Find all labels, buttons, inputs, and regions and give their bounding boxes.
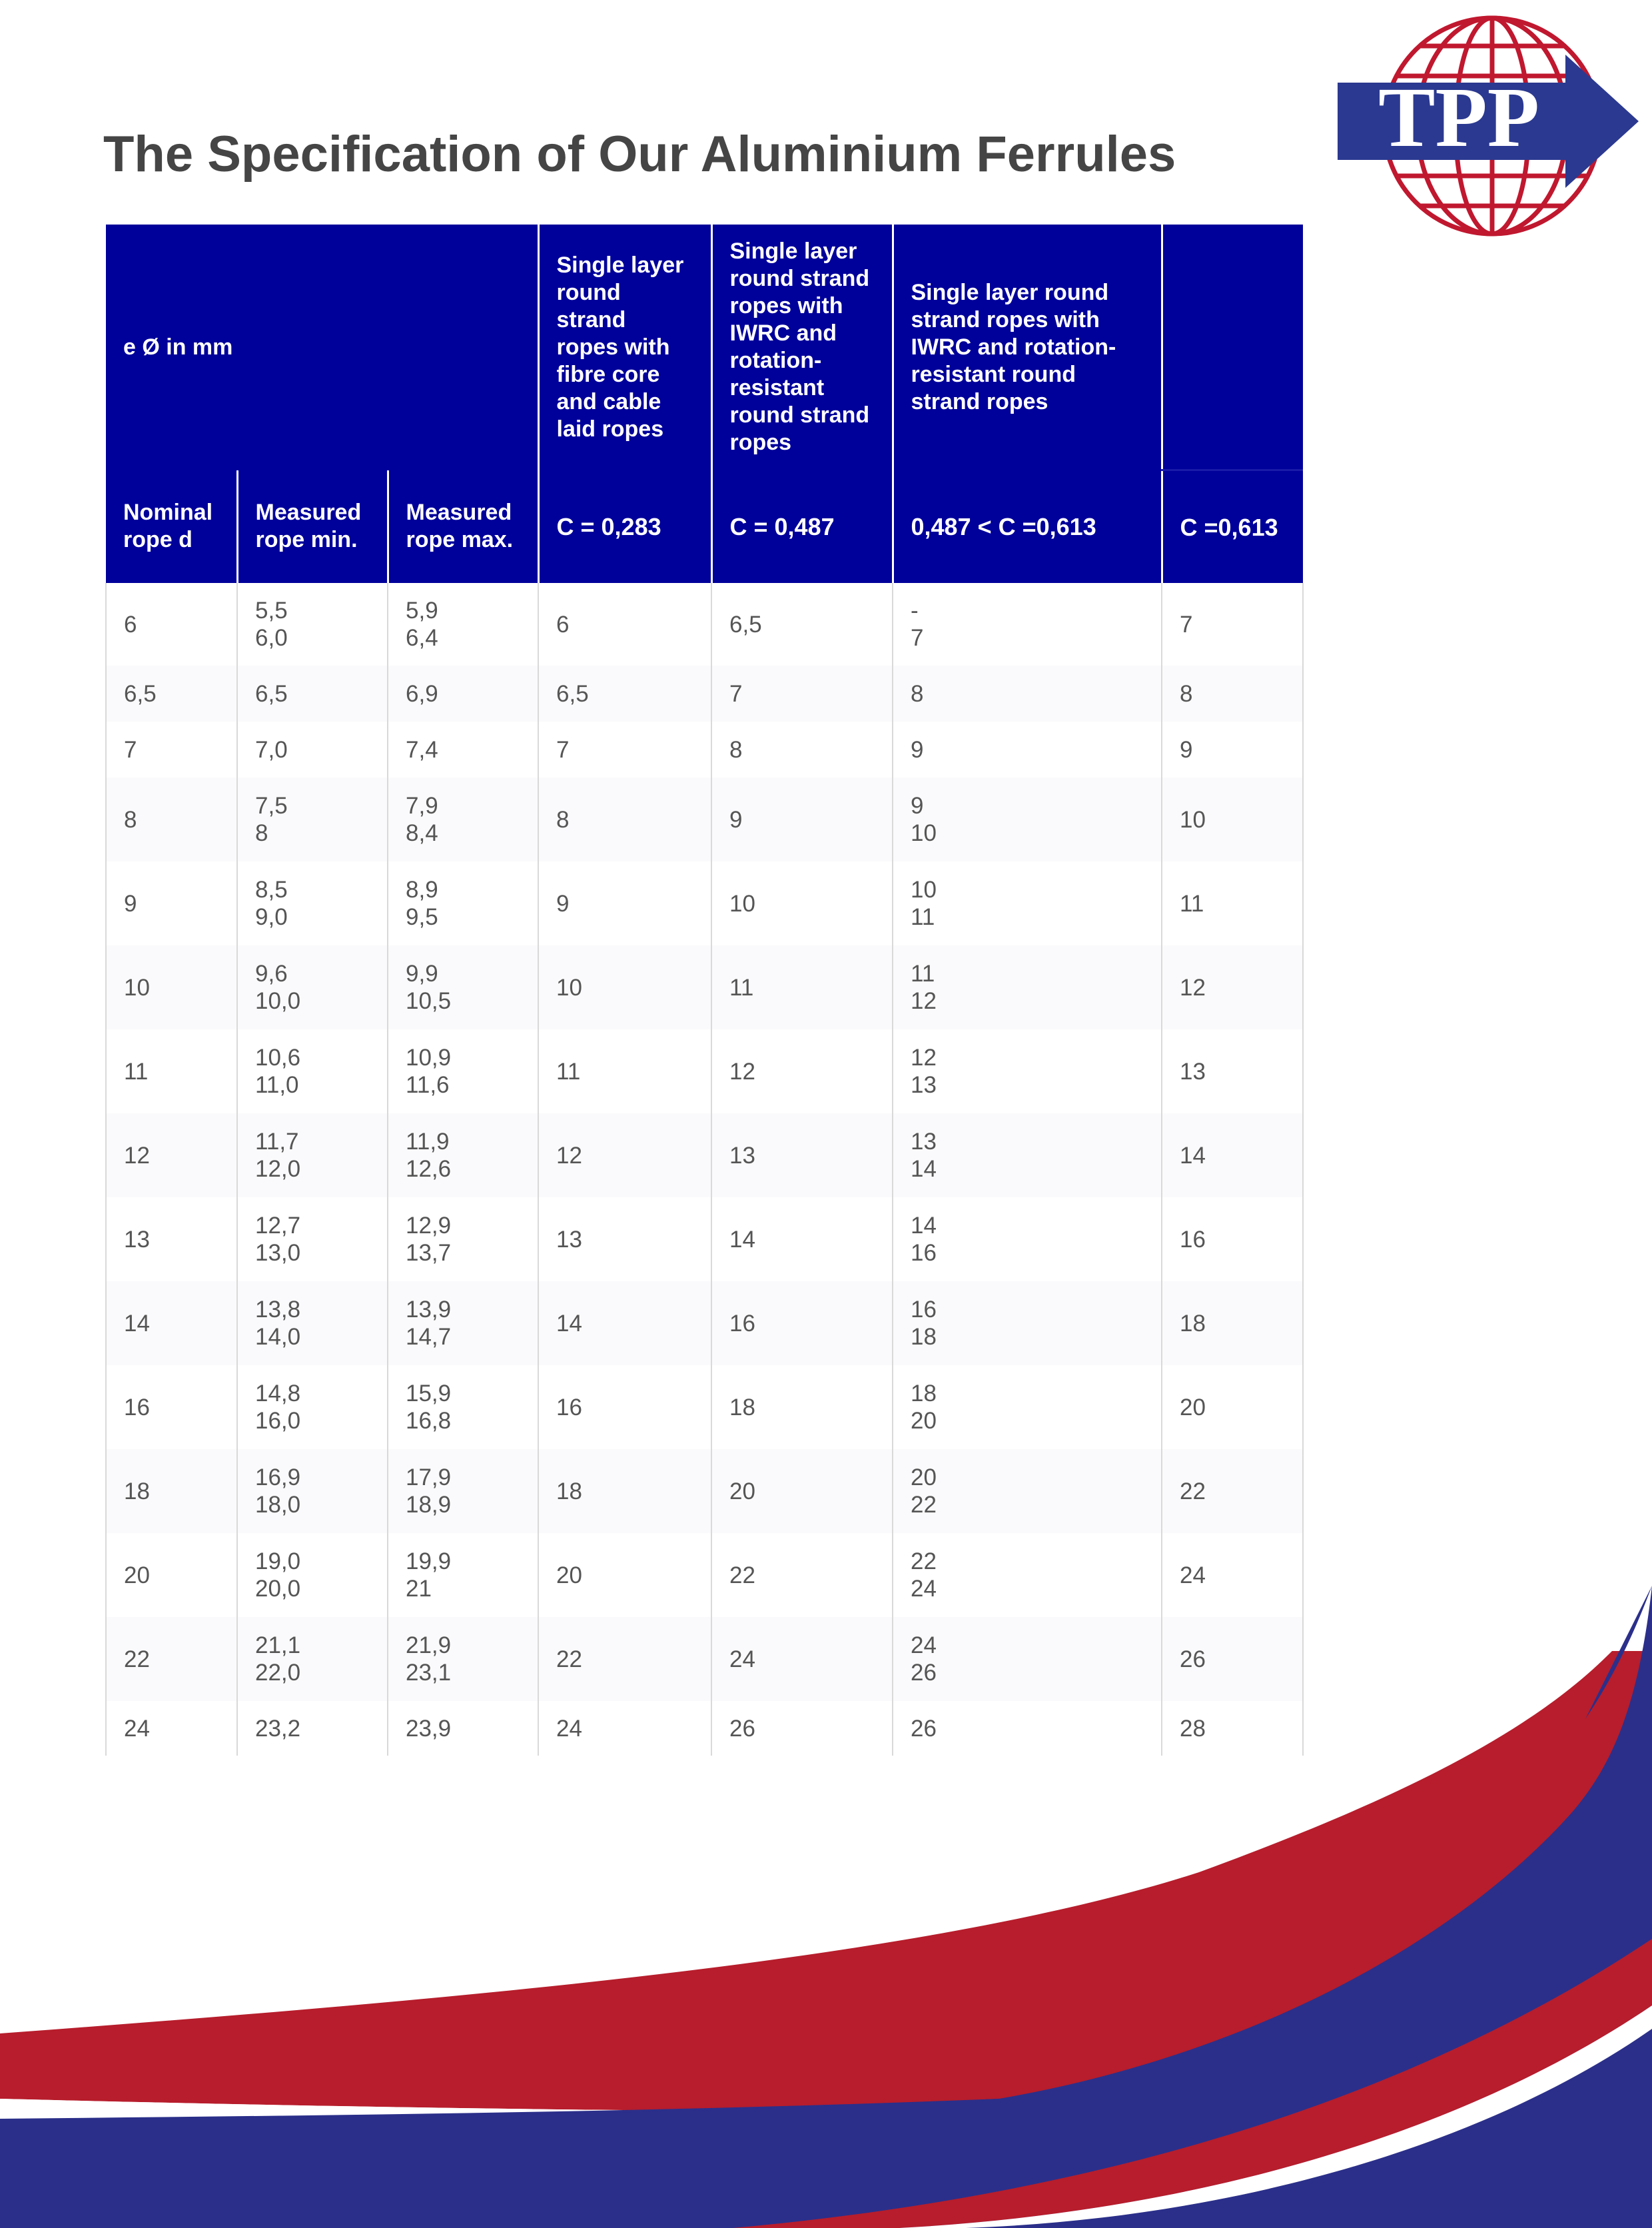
cell-line: 22: [911, 1548, 937, 1574]
cell-line: 22: [124, 1646, 150, 1672]
cell-line: 14: [911, 1213, 937, 1239]
cell-line: 9,6: [255, 961, 288, 987]
cell-line: 10: [911, 877, 937, 903]
cell-line: 6,9: [406, 680, 438, 707]
cell-line: 26: [911, 1660, 937, 1686]
table-cell: [711, 1701, 893, 1756]
table-cell: [1162, 1365, 1303, 1449]
cell-line: 11,9: [406, 1129, 450, 1155]
cell-line: 10,9: [406, 1045, 452, 1071]
table-cell: [106, 1197, 237, 1281]
cell-line: 21: [406, 1576, 432, 1602]
table-cell: [893, 1533, 1162, 1617]
table-cell: [538, 945, 711, 1029]
table-cell: [237, 1197, 388, 1281]
cell-line: 15,9: [406, 1381, 452, 1406]
cell-line: 12: [911, 1045, 937, 1071]
table-cell: [893, 861, 1162, 945]
cell-line: 20,0: [255, 1576, 301, 1602]
table-cell: [237, 945, 388, 1029]
cell-line: 8: [556, 806, 570, 833]
cell-line: 9,5: [406, 904, 438, 930]
cell-line: 11,7: [255, 1129, 299, 1155]
cell-line: 8,9: [406, 877, 438, 903]
cell-line: 8: [911, 680, 924, 707]
cell-line: 8: [729, 736, 743, 763]
cell-line: 13,0: [255, 1240, 301, 1266]
cell-line: 12,9: [406, 1213, 452, 1239]
cell-line: 16: [556, 1394, 582, 1420]
cell-line: 12: [729, 1058, 755, 1085]
cell-line: 16,9: [255, 1464, 301, 1490]
table-cell: [388, 722, 538, 778]
cell-line: 13: [911, 1129, 937, 1155]
table-cell: [538, 1113, 711, 1197]
table-cell: [237, 1365, 388, 1449]
cell-line: 6,4: [406, 625, 438, 651]
cell-line: 13,9: [406, 1297, 452, 1323]
cell-line: 7: [911, 625, 924, 651]
cell-line: 18,0: [255, 1492, 301, 1518]
table-cell: [237, 1029, 388, 1113]
cell-line: 14,7: [406, 1324, 452, 1350]
table-cell: [388, 778, 538, 861]
table-cell: [711, 1449, 893, 1533]
table-cell: [538, 1617, 711, 1701]
category-header-iwrc-range: Single layer round strand ropes with IWRC and rotation-resistant round strand ropes: [893, 225, 1162, 470]
cell-line: 13,8: [255, 1297, 301, 1323]
cell-line: 16: [1180, 1226, 1206, 1253]
cell-line: 11: [729, 974, 754, 1001]
cell-line: 9: [911, 736, 924, 763]
cell-line: 8: [255, 820, 268, 846]
cell-line: 12: [124, 1142, 150, 1169]
table-row: [106, 1449, 1303, 1533]
table-cell: [388, 1701, 538, 1756]
table-cell: [893, 722, 1162, 778]
cell-line: 7,4: [406, 736, 438, 763]
table-cell: [538, 1533, 711, 1617]
table-cell: [711, 1617, 893, 1701]
cell-line: 6,5: [556, 680, 589, 707]
table-cell: [106, 861, 237, 945]
table-cell: [893, 1029, 1162, 1113]
cell-line: 14: [124, 1310, 150, 1337]
cell-line: 10,5: [406, 988, 452, 1014]
cell-line: 10: [556, 974, 582, 1001]
cell-line: 28: [1180, 1715, 1206, 1742]
cell-line: 20: [911, 1464, 937, 1490]
table-cell: [893, 1701, 1162, 1756]
cell-line: 11,0: [255, 1072, 299, 1098]
cell-line: 11: [124, 1058, 149, 1085]
table-row: [106, 1197, 1303, 1281]
cell-line: 26: [911, 1715, 937, 1742]
table-cell: [106, 722, 237, 778]
cell-line: 8: [1180, 680, 1193, 707]
cell-line: 7: [1180, 611, 1193, 638]
cell-line: 22: [729, 1562, 755, 1588]
cell-line: 12: [1180, 974, 1206, 1001]
table-cell: [237, 1281, 388, 1365]
table-cell: [711, 1113, 893, 1197]
table-cell: [1162, 666, 1303, 722]
table-row: [106, 1701, 1303, 1756]
cell-line: 24: [911, 1632, 937, 1658]
col-header-c-0487: C = 0,487: [711, 470, 893, 584]
table-cell: [538, 1365, 711, 1449]
cell-line: 18: [124, 1478, 150, 1504]
table-cell: [538, 1281, 711, 1365]
cell-line: 24: [729, 1646, 755, 1672]
cell-line: 14: [1180, 1142, 1206, 1169]
table-cell: [893, 1281, 1162, 1365]
table-cell: [893, 945, 1162, 1029]
group-header-diameter: e Ø in mm: [106, 225, 538, 470]
category-header-iwrc: Single layer round strand ropes with IWRC and rotation-resistant round strand ropes: [711, 225, 893, 470]
table-cell: [388, 1365, 538, 1449]
table-cell: [237, 583, 388, 666]
cell-line: 9,0: [255, 904, 288, 930]
table-cell: [538, 583, 711, 666]
table-cell: [106, 666, 237, 722]
cell-line: 24: [911, 1576, 937, 1602]
cell-line: 11: [556, 1058, 581, 1085]
table-body: [106, 583, 1303, 1756]
table-cell: [237, 722, 388, 778]
table-cell: [388, 1449, 538, 1533]
table-cell: [893, 1365, 1162, 1449]
table-cell: [237, 666, 388, 722]
table-cell: [893, 1617, 1162, 1701]
table-cell: [711, 945, 893, 1029]
cell-line: 10: [729, 890, 755, 917]
table-cell: [106, 1617, 237, 1701]
cell-line: 6: [556, 611, 570, 638]
table-cell: [106, 1113, 237, 1197]
cell-line: 12: [556, 1142, 582, 1169]
table-row: [106, 945, 1303, 1029]
table-row: [106, 1617, 1303, 1701]
col-header-c-0283: C = 0,283: [538, 470, 711, 584]
cell-line: 12: [911, 988, 937, 1014]
table-cell: [106, 945, 237, 1029]
table-cell: [1162, 1281, 1303, 1365]
cell-line: 13: [911, 1072, 937, 1098]
table-cell: [388, 1281, 538, 1365]
cell-line: 12,7: [255, 1213, 301, 1239]
cell-line: 7,5: [255, 793, 288, 819]
table-cell: [538, 778, 711, 861]
table-cell: [388, 861, 538, 945]
category-header-blank: [1162, 225, 1303, 470]
cell-line: 21,9: [406, 1632, 452, 1658]
table-row: [106, 1113, 1303, 1197]
table-cell: [1162, 1197, 1303, 1281]
cell-line: 9: [124, 890, 137, 917]
col-header-nominal: Nominal rope d: [106, 470, 237, 584]
cell-line: 14,8: [255, 1381, 301, 1406]
cell-line: 5,5: [255, 598, 288, 624]
cell-line: 13,7: [406, 1240, 452, 1266]
cell-line: 8,5: [255, 877, 288, 903]
tpp-logo: [1332, 9, 1645, 243]
table-cell: [388, 1617, 538, 1701]
cell-line: 16: [729, 1310, 755, 1337]
cell-line: 26: [729, 1715, 755, 1742]
cell-line: 12,0: [255, 1156, 301, 1182]
col-header-c-range: 0,487 < C =0,613: [893, 470, 1162, 584]
table-cell: [106, 1449, 237, 1533]
table-cell: [388, 1533, 538, 1617]
cell-line: 22: [1180, 1478, 1206, 1504]
table-cell: [1162, 945, 1303, 1029]
cell-line: 20: [556, 1562, 582, 1588]
table-cell: [237, 1533, 388, 1617]
table-cell: [711, 722, 893, 778]
table-cell: [1162, 1533, 1303, 1617]
cell-line: 10,0: [255, 988, 301, 1014]
cell-line: 16: [911, 1297, 937, 1323]
table-cell: [711, 1197, 893, 1281]
cell-line: 7: [124, 736, 137, 763]
table-cell: [893, 1113, 1162, 1197]
table-row: [106, 722, 1303, 778]
cell-line: 7: [729, 680, 743, 707]
cell-line: 16,8: [406, 1408, 452, 1434]
table-cell: [711, 1533, 893, 1617]
table-cell: [1162, 1701, 1303, 1756]
table-row: [106, 1365, 1303, 1449]
cell-line: 20: [729, 1478, 755, 1504]
logo-text: TPP: [1378, 70, 1539, 165]
cell-line: 7: [556, 736, 570, 763]
cell-line: 20: [911, 1408, 937, 1434]
cell-line: 24: [1180, 1562, 1206, 1588]
table-cell: [1162, 1029, 1303, 1113]
cell-line: 18: [911, 1324, 937, 1350]
table-cell: [538, 1449, 711, 1533]
cell-line: 23,9: [406, 1715, 452, 1742]
cell-line: -: [911, 598, 919, 624]
table-cell: [711, 1029, 893, 1113]
col-header-measured-max: Measured rope max.: [388, 470, 538, 584]
table-row: [106, 666, 1303, 722]
table-cell: [106, 1281, 237, 1365]
table-cell: [711, 1365, 893, 1449]
cell-line: 10: [911, 820, 937, 846]
cell-line: 22: [556, 1646, 582, 1672]
col-header-measured-min: Measured rope min.: [237, 470, 388, 584]
cell-line: 14: [729, 1226, 755, 1253]
cell-line: 8: [124, 806, 137, 833]
cell-line: 7,0: [255, 736, 288, 763]
col-header-c-0613: C =0,613: [1162, 470, 1303, 584]
table-cell: [106, 1701, 237, 1756]
table-cell: [1162, 722, 1303, 778]
table-row: [106, 1533, 1303, 1617]
cell-line: 13: [124, 1226, 150, 1253]
table-cell: [388, 583, 538, 666]
table-cell: [388, 1197, 538, 1281]
cell-line: 9,9: [406, 961, 438, 987]
table-cell: [388, 1029, 538, 1113]
cell-line: 20: [124, 1562, 150, 1588]
cell-line: 18: [911, 1381, 937, 1406]
cell-line: 24: [124, 1715, 150, 1742]
table-cell: [538, 722, 711, 778]
table-cell: [1162, 583, 1303, 666]
ferrule-spec-table: [105, 225, 1302, 1756]
cell-line: 6,5: [124, 680, 157, 707]
table-cell: [538, 666, 711, 722]
cell-line: 19,9: [406, 1548, 452, 1574]
cell-line: 18: [556, 1478, 582, 1504]
cell-line: 11,6: [406, 1072, 450, 1098]
table-cell: [893, 666, 1162, 722]
table-cell: [1162, 861, 1303, 945]
table-cell: [893, 1449, 1162, 1533]
cell-line: 16: [124, 1394, 150, 1420]
table-cell: [538, 861, 711, 945]
table-cell: [711, 1281, 893, 1365]
table-cell: [388, 666, 538, 722]
cell-line: 8,4: [406, 820, 438, 846]
cell-line: 17,9: [406, 1464, 452, 1490]
cell-line: 21,1: [255, 1632, 301, 1658]
table-cell: [106, 1365, 237, 1449]
page-title: The Specification of Our Aluminium Ferrules: [103, 126, 1176, 183]
table-cell: [106, 778, 237, 861]
cell-line: 26: [1180, 1646, 1206, 1672]
cell-line: 12,6: [406, 1156, 452, 1182]
cell-line: 13: [556, 1226, 582, 1253]
table-cell: [1162, 1113, 1303, 1197]
cell-line: 11: [911, 961, 935, 987]
cell-line: 23,2: [255, 1715, 301, 1742]
table-row: [106, 1281, 1303, 1365]
table-cell: [893, 1197, 1162, 1281]
cell-line: 24: [556, 1715, 582, 1742]
table-cell: [711, 666, 893, 722]
table-cell: [711, 583, 893, 666]
cell-line: 9: [1180, 736, 1193, 763]
table-row: [106, 583, 1303, 666]
cell-line: 14: [556, 1310, 582, 1337]
table-cell: [237, 1449, 388, 1533]
table-cell: [237, 1113, 388, 1197]
table-row: [106, 861, 1303, 945]
table-cell: [1162, 1617, 1303, 1701]
cell-line: 14: [911, 1156, 937, 1182]
table-cell: [237, 1701, 388, 1756]
table-cell: [388, 945, 538, 1029]
table-row: [106, 1029, 1303, 1113]
table-cell: [711, 778, 893, 861]
cell-line: 10,6: [255, 1045, 301, 1071]
cell-line: 6,5: [729, 611, 762, 638]
cell-line: 10: [1180, 806, 1206, 833]
cell-line: 13: [729, 1142, 755, 1169]
cell-line: 18: [729, 1394, 755, 1420]
cell-line: 5,9: [406, 598, 438, 624]
table-cell: [711, 861, 893, 945]
cell-line: 6,0: [255, 625, 288, 651]
cell-line: 18,9: [406, 1492, 452, 1518]
cell-line: 11: [1180, 890, 1204, 917]
table-cell: [237, 778, 388, 861]
cell-line: 6: [124, 611, 137, 638]
table-row: [106, 778, 1303, 861]
category-header-fibre-core: Single layer round strand ropes with fibre core and cable laid ropes: [538, 225, 711, 470]
cell-line: 16: [911, 1240, 937, 1266]
cell-line: 22: [911, 1492, 937, 1518]
cell-line: 10: [124, 974, 150, 1001]
table-cell: [237, 861, 388, 945]
table-cell: [538, 1029, 711, 1113]
table-cell: [893, 583, 1162, 666]
table-cell: [893, 778, 1162, 861]
cell-line: 16,0: [255, 1408, 301, 1434]
cell-line: 7,9: [406, 793, 438, 819]
cell-line: 14,0: [255, 1324, 301, 1350]
cell-line: 13: [1180, 1058, 1206, 1085]
table-cell: [106, 1533, 237, 1617]
cell-line: 6,5: [255, 680, 288, 707]
cell-line: 9: [911, 793, 924, 819]
cell-line: 11: [911, 904, 935, 930]
table-cell: [538, 1197, 711, 1281]
table-cell: [538, 1701, 711, 1756]
table-cell: [237, 1617, 388, 1701]
cell-line: 9: [729, 806, 743, 833]
cell-line: 22,0: [255, 1660, 301, 1686]
table-cell: [388, 1113, 538, 1197]
table-cell: [106, 583, 237, 666]
cell-line: 23,1: [406, 1660, 452, 1686]
cell-line: 9: [556, 890, 570, 917]
table-cell: [1162, 778, 1303, 861]
table-cell: [1162, 1449, 1303, 1533]
cell-line: 20: [1180, 1394, 1206, 1420]
cell-line: 18: [1180, 1310, 1206, 1337]
cell-line: 19,0: [255, 1548, 301, 1574]
table-cell: [106, 1029, 237, 1113]
